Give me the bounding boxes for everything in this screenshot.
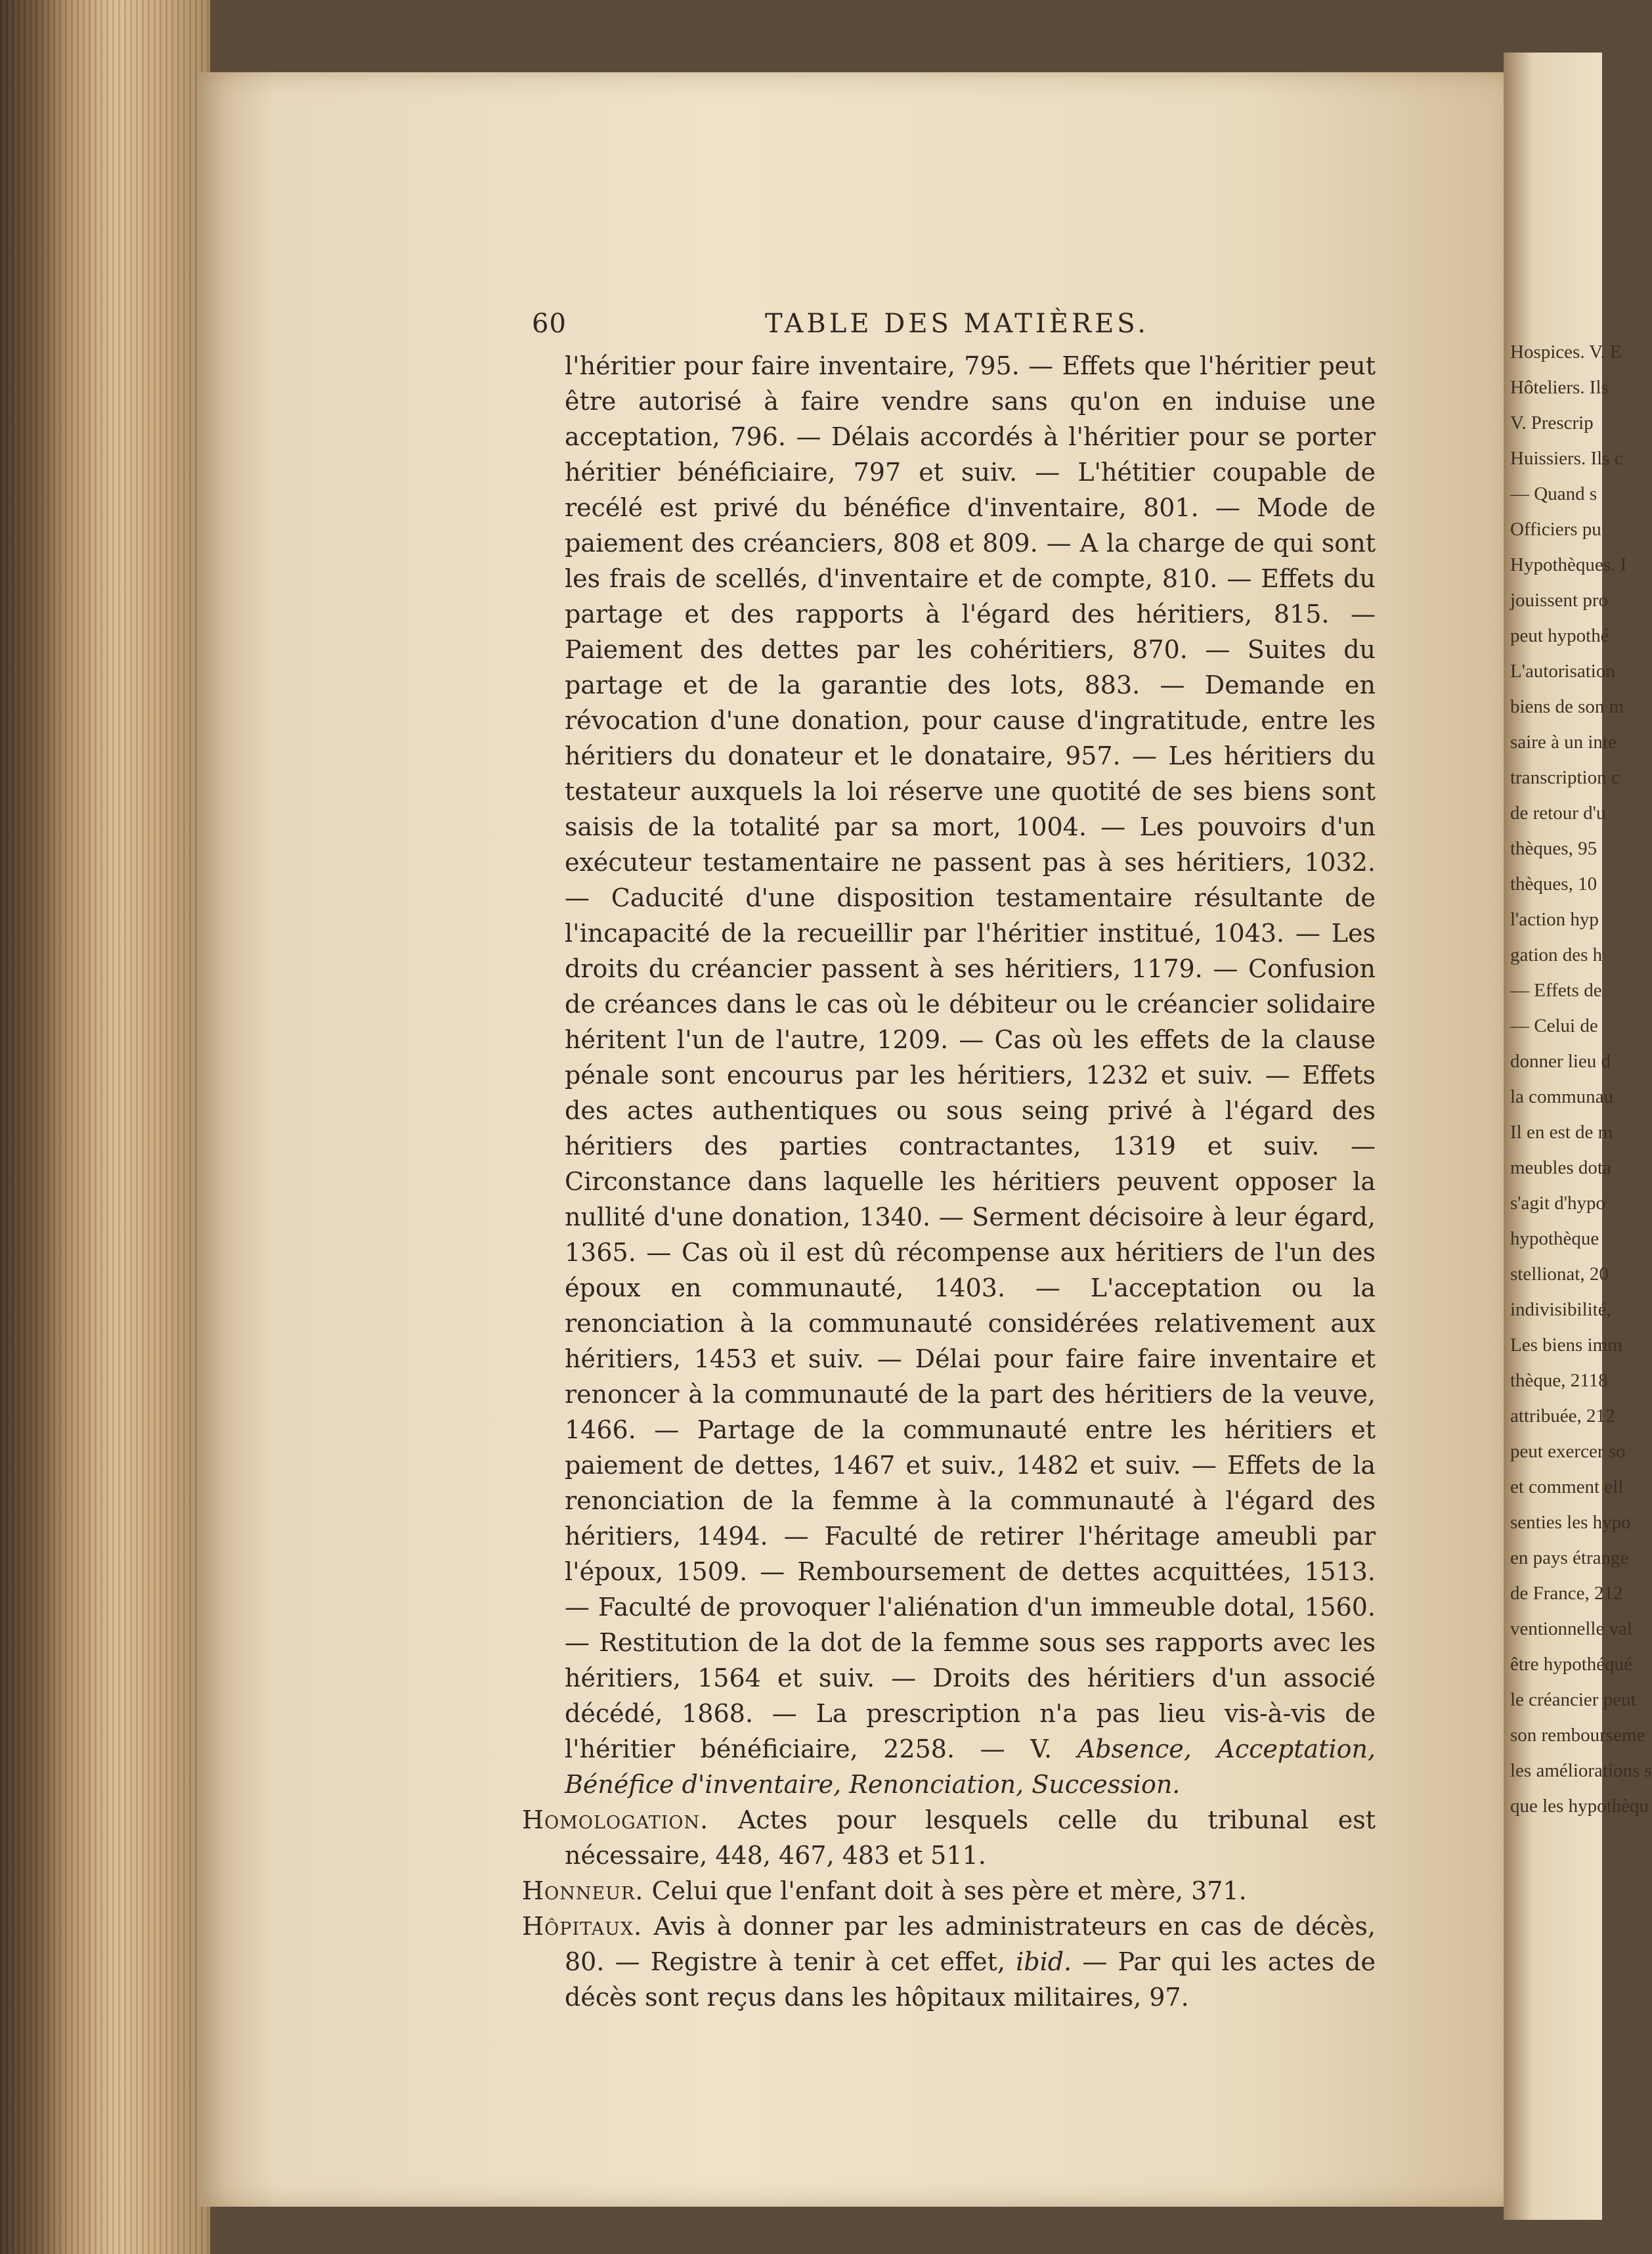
facing-page-line: Hypothèques. I [1510, 554, 1627, 575]
see-also-references: Absence, Acceptation, Bénéfice d'inventaire, Renonciation, Succession. [565, 1735, 1376, 1799]
facing-page-line: saire à un inte [1510, 732, 1617, 753]
facing-page-line: attribuée, 212 [1510, 1405, 1615, 1426]
entry-text: Actes pour lesquels celle du tribunal est nécessaire, 448, 467, 483 et 511. [565, 1805, 1376, 1870]
facing-page-line: — Effets de [1510, 980, 1602, 1001]
facing-page-line: stellionat, 20 [1510, 1264, 1609, 1285]
facing-page-line: biens de son m [1510, 696, 1624, 717]
facing-page-line: gation des h [1510, 944, 1603, 965]
index-entry-honneur [522, 1873, 1376, 1909]
facing-page-line: peut exercer so [1510, 1441, 1626, 1462]
facing-page-line: transcription c [1510, 767, 1620, 788]
entry-text-after: — Par qui les actes de décès sont reçus dans les hôpitaux militaires, 97. [565, 1947, 1376, 2012]
facing-page-line: Les biens imm [1510, 1335, 1622, 1356]
facing-page-line: Officiers pu [1510, 519, 1601, 540]
facing-page-line: donner lieu d [1510, 1051, 1611, 1072]
facing-page-line: peut hypothé [1510, 625, 1609, 646]
facing-page-line: et comment ell [1510, 1476, 1624, 1497]
page-number: 60 [532, 309, 567, 339]
facing-page-line: ventionnelle val [1510, 1618, 1633, 1639]
entry-text: Avis à donner par les administrateurs en cas de décès, 80. — Registre à tenir à cet effet, [565, 1912, 1376, 1976]
facing-page-line: thèque, 2118 [1510, 1370, 1608, 1391]
facing-page-line: indivisibilité, [1510, 1299, 1611, 1320]
facing-page-line: — Quand s [1510, 483, 1598, 504]
facing-page-line: V. Prescrip [1510, 412, 1594, 433]
running-title: TABLE DES MATIÈRES. [765, 309, 1149, 339]
index-entry-homologation [522, 1802, 1376, 1873]
entry-ibid: ibid. [1016, 1947, 1072, 1976]
facing-page-line: s'agit d'hypo [1510, 1193, 1605, 1214]
facing-page-line: être hypothéqué [1510, 1654, 1633, 1675]
facing-page-line: — Celui de [1510, 1015, 1598, 1036]
facing-page-line: son rembourseme [1510, 1725, 1645, 1746]
facing-page-line: la communau [1510, 1086, 1614, 1107]
facing-page-line: thèques, 10 [1510, 873, 1598, 895]
facing-page-line: jouissent pro [1510, 590, 1609, 611]
facing-page-line: les améliorations s [1510, 1760, 1652, 1781]
entry-headword: Homologation. [522, 1805, 709, 1834]
facing-page-line: Il en est de m [1510, 1122, 1613, 1143]
page-header [519, 309, 1372, 348]
entry-text: Celui que l'enfant doit à ses père et mère, 371. [643, 1876, 1247, 1905]
facing-page-line: Hôteliers. Ils [1510, 377, 1609, 398]
facing-page-line: le créancier peut [1510, 1689, 1636, 1710]
facing-page-line: de retour d'u [1510, 803, 1606, 824]
facing-page-line: hypothèque [1510, 1228, 1599, 1249]
continued-entry-heritier [565, 348, 1376, 1802]
facing-page-line: Hospices. V. E [1510, 342, 1622, 363]
facing-page-line: de France, 212 [1510, 1583, 1623, 1604]
facing-page-line: en pays étrange [1510, 1547, 1629, 1568]
index-body [522, 348, 1376, 2015]
entry-headword: Hôpitaux. [522, 1912, 643, 1941]
entry-headword: Honneur. [522, 1876, 644, 1905]
facing-page-line: meubles dota [1510, 1157, 1611, 1178]
facing-page-line: thèques, 95 [1510, 838, 1598, 859]
facing-page-line: que les hypothèqu [1510, 1796, 1649, 1817]
continued-entry-text: l'héritier pour faire inventaire, 795. — Effets que l'héritier peut être autorisé à faire vendre sans qu'on en induise une acceptation, 796. — Délais accordés à l'héritier pour se porter héritier bénéficiaire, 797 et suiv. — L'hétitier coupable de recélé est privé du bénéfice d'inventaire, 801. — Mode de paiement des créanciers, 808 et 809. — A la charge de qui sont les frais de scellés, d'inventaire et de compte, 810. — Effets du partage et des rapports à l'égard des héritiers, 815. — Paiement des dettes par les cohéritiers, 870. — Suites du partage et de la garantie des lots, 883. — Demande en révocation d'une donation, pour cause d'ingratitude, entre les héritiers du donateur et le donataire, 957. — Les héritiers du testateur auxquels la loi réserve une quotité de ses biens sont saisis de la totalité par sa mort, 1004. — Les pouvoirs d'un exécuteur testamentaire ne passent pas à ses héritiers, 1032. — Caducité d'une disposition testamentaire résultante de l'incapacité de la recueillir par l'héritier institué, 1043. — Les droits du créancier passent à ses héritiers, 1179. — Confusion de créances dans le cas où le débiteur ou le créancier solidaire héritent l'un de l'autre, 1209. — Cas où les effets de la clause pénale sont encourus par les héritiers, 1232 et suiv. — Effets des actes authentiques ou sous seing privé à l'égard des héritiers des parties contractantes, 1319 et suiv. — Circonstance dans laquelle les héritiers peuvent opposer la nullité d'une donation, 1340. — Serment décisoire à leur égard, 1365. — Cas où il est dû récompense aux héritiers de l'un des époux en communauté, 1403. — L'acceptation ou la renonciation à la communauté considérées relativement aux héritiers, 1453 et suiv. — Délai pour faire faire inventaire et renoncer à la communauté de la part des héritiers de la veuve, 1466. — Partage de la communauté entre les héritiers et paiement de dettes, 1467 et suiv., 1482 et suiv. — Effets de la renonciation de la femme à la communauté à l'égard des héritiers, 1494. — Faculté de retirer l'héritage ameubli par l'époux, 1509. — Remboursement de dettes acquittées, 1513. — Faculté de provoquer l'aliénation d'un immeuble dotal, 1560. — Restitution de la dot de la femme sous ses rapports avec les héritiers, 1564 et suiv. — Droits des héritiers d'un associé décédé, 1868. — La prescription n'a pas lieu vis-à-vis de l'héritier bénéficiaire, 2258. — V. [565, 351, 1376, 1763]
facing-page-line: senties les hypo [1510, 1512, 1631, 1533]
index-entry-hopitaux [522, 1909, 1376, 2015]
facing-page-line: l'action hyp [1510, 909, 1599, 930]
facing-page-line: L'autorisation [1510, 661, 1615, 682]
facing-page-line: Huissiers. Ils c [1510, 448, 1623, 469]
